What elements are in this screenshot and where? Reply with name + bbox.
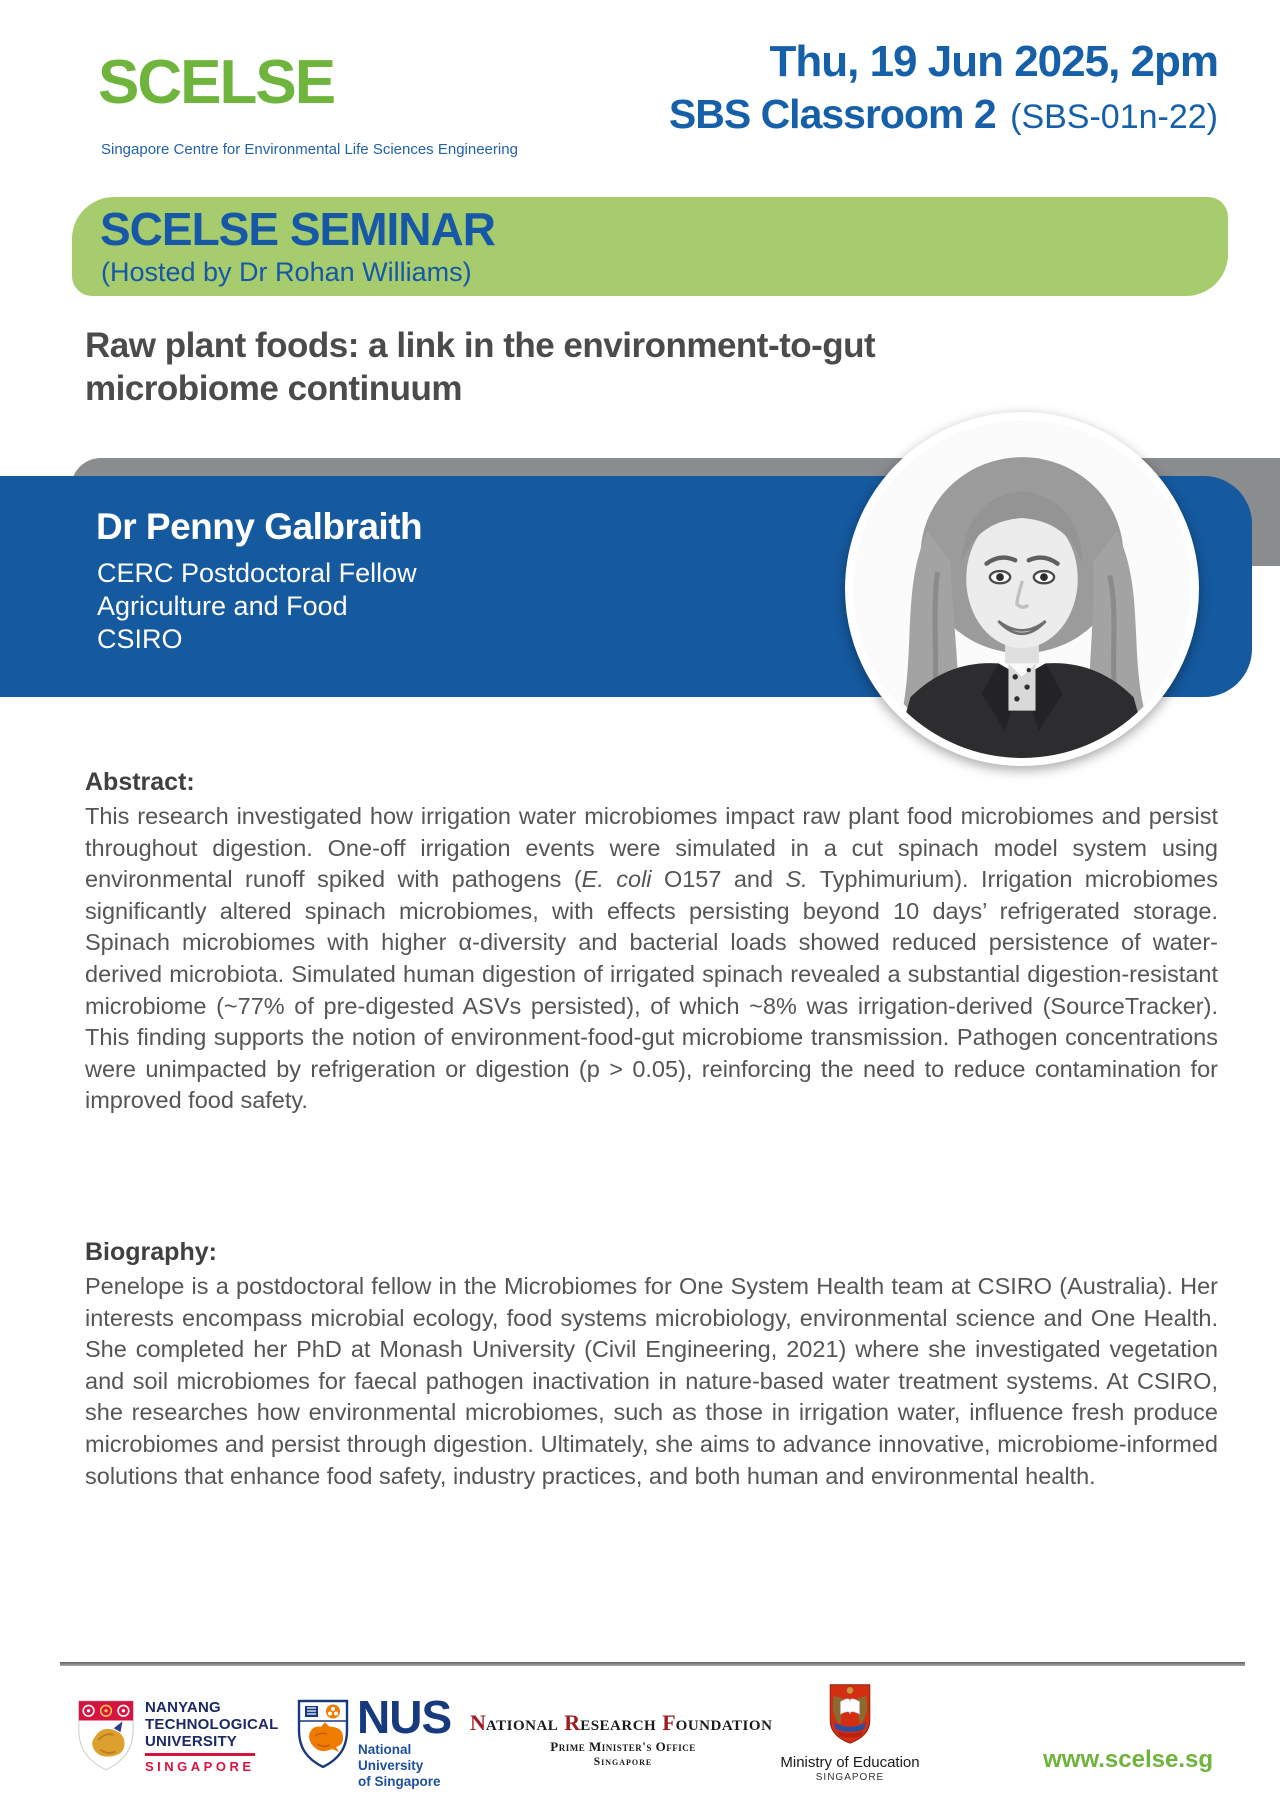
nus-name-line1: National University [358, 1742, 424, 1773]
nus-name-line2: of Singapore [358, 1774, 441, 1789]
event-details [669, 38, 1218, 137]
abstract-seg1: This research investigated how irrigation water microbiomes impact raw plant food microbiomes and persist throughout digestion. One-off irrigation events were simulated in a cut spinach model system using environmental runoff spiked with pathogens ( [85, 803, 1218, 893]
ntu-logo [75, 1697, 279, 1775]
ntu-name [145, 1699, 278, 1750]
biography-heading: Biography: [85, 1238, 217, 1266]
nrf-logo [470, 1710, 776, 1768]
ntu-name-line1: NANYANG [145, 1699, 221, 1716]
nus-acronym: NUS [357, 1691, 452, 1743]
seminar-banner [72, 197, 1228, 296]
ntu-country: SINGAPORE [145, 1759, 255, 1774]
speaker-unit: Agriculture and Food [97, 591, 348, 621]
seminar-host: (Hosted by Dr Rohan Williams) [101, 257, 472, 287]
abstract-seg3: O157 and [651, 866, 786, 893]
nrf-rest-national: ATIONAL [485, 1718, 559, 1734]
speaker-photo [845, 412, 1199, 766]
nrf-rest-research: ESEARCH [580, 1718, 657, 1734]
event-venue-line [669, 92, 1218, 137]
abstract-italic-ecoli: E. coli [581, 866, 652, 893]
abstract-heading: Abstract: [85, 768, 195, 796]
speaker-name: Dr Penny Galbraith [96, 506, 423, 547]
abstract-text [85, 801, 1218, 1117]
talk-title: Raw plant foods: a link in the environment-to-gut microbiome continuum [85, 326, 876, 408]
footer-divider [60, 1662, 1245, 1666]
speaker-role: CERC Postdoctoral Fellow [97, 558, 417, 588]
nrf-initial-f: F [662, 1710, 676, 1735]
ntu-shield-icon [75, 1697, 137, 1771]
nrf-title [470, 1710, 776, 1736]
nrf-initial-r: R [564, 1710, 581, 1735]
nus-logo [295, 1691, 455, 1789]
event-venue-code: (SBS-01n-22) [1010, 98, 1218, 137]
abstract-seg5: Typhimurium). Irrigation microbiomes significantly altered spinach microbiomes, with effects persisting beyond 10 days’ refrigerated storage. Spinach microbiomes with higher α-diversity and bacterial loads showed reduced persistence of water-derived microbiota. Simulated human digestion of irrigated spinach revealed a substantial digestion-resistant microbiome (~77% of pre-digested ASVs persisted), of which ~8% was irrigation-derived (SourceTracker). This finding supports the notion of environment-food-gut microbiome transmission. Pathogen concentrations were unimpacted by refrigeration or digestion (p > 0.05), reinforcing the need to reduce contamination for improved food safety. [85, 866, 1218, 1114]
nrf-initial-n: N [470, 1710, 486, 1735]
ntu-name-line2: TECHNOLOGICAL [145, 1716, 279, 1733]
event-datetime: Thu, 19 Jun 2025, 2pm [769, 37, 1218, 86]
event-venue: SBS Classroom 2 [668, 91, 996, 138]
ntu-name-line3: UNIVERSITY [145, 1733, 238, 1750]
nrf-office: Prime Minister's Office [550, 1739, 696, 1754]
speaker-portrait-illustration [853, 420, 1191, 758]
moe-logo [770, 1681, 930, 1783]
nus-name [358, 1742, 455, 1790]
nrf-rest-foundation: OUNDATION [675, 1718, 773, 1734]
scelse-logo: SCELSE [98, 48, 335, 117]
speaker-organisation: CSIRO [97, 624, 183, 654]
moe-crest-icon [818, 1681, 882, 1747]
nrf-country: Singapore [593, 1756, 653, 1768]
nus-shield-icon [295, 1698, 351, 1768]
scelse-website-link[interactable]: www.scelse.sg [1043, 1746, 1213, 1773]
moe-name: Ministry of Education [780, 1754, 920, 1771]
ntu-underline [145, 1753, 255, 1756]
scelse-logo-tagline: Singapore Centre for Environmental Life Sciences Engineering [101, 141, 518, 158]
abstract-italic-s: S. [785, 866, 808, 893]
biography-text: Penelope is a postdoctoral fellow in the Microbiomes for One System Health team at CSIRO (Australia). Her interests encompass microbial ecology, food systems microbiology, environmental science and One Health. She completed her PhD at Monash University (Civil Engineering, 2021) where she investigated vegetation and soil microbiomes for faecal pathogen inactivation in nature-based water treatment systems. At CSIRO, she researches how environmental microbiomes, such as those in irrigation water, influence fresh produce microbiomes and persist through digestion. Ultimately, she aims to advance innovative, microbiome-informed solutions that enhance food safety, industry practices, and both human and environmental health. [85, 1273, 1218, 1489]
moe-country: SINGAPORE [815, 1772, 885, 1783]
seminar-heading: SCELSE SEMINAR [100, 203, 495, 255]
